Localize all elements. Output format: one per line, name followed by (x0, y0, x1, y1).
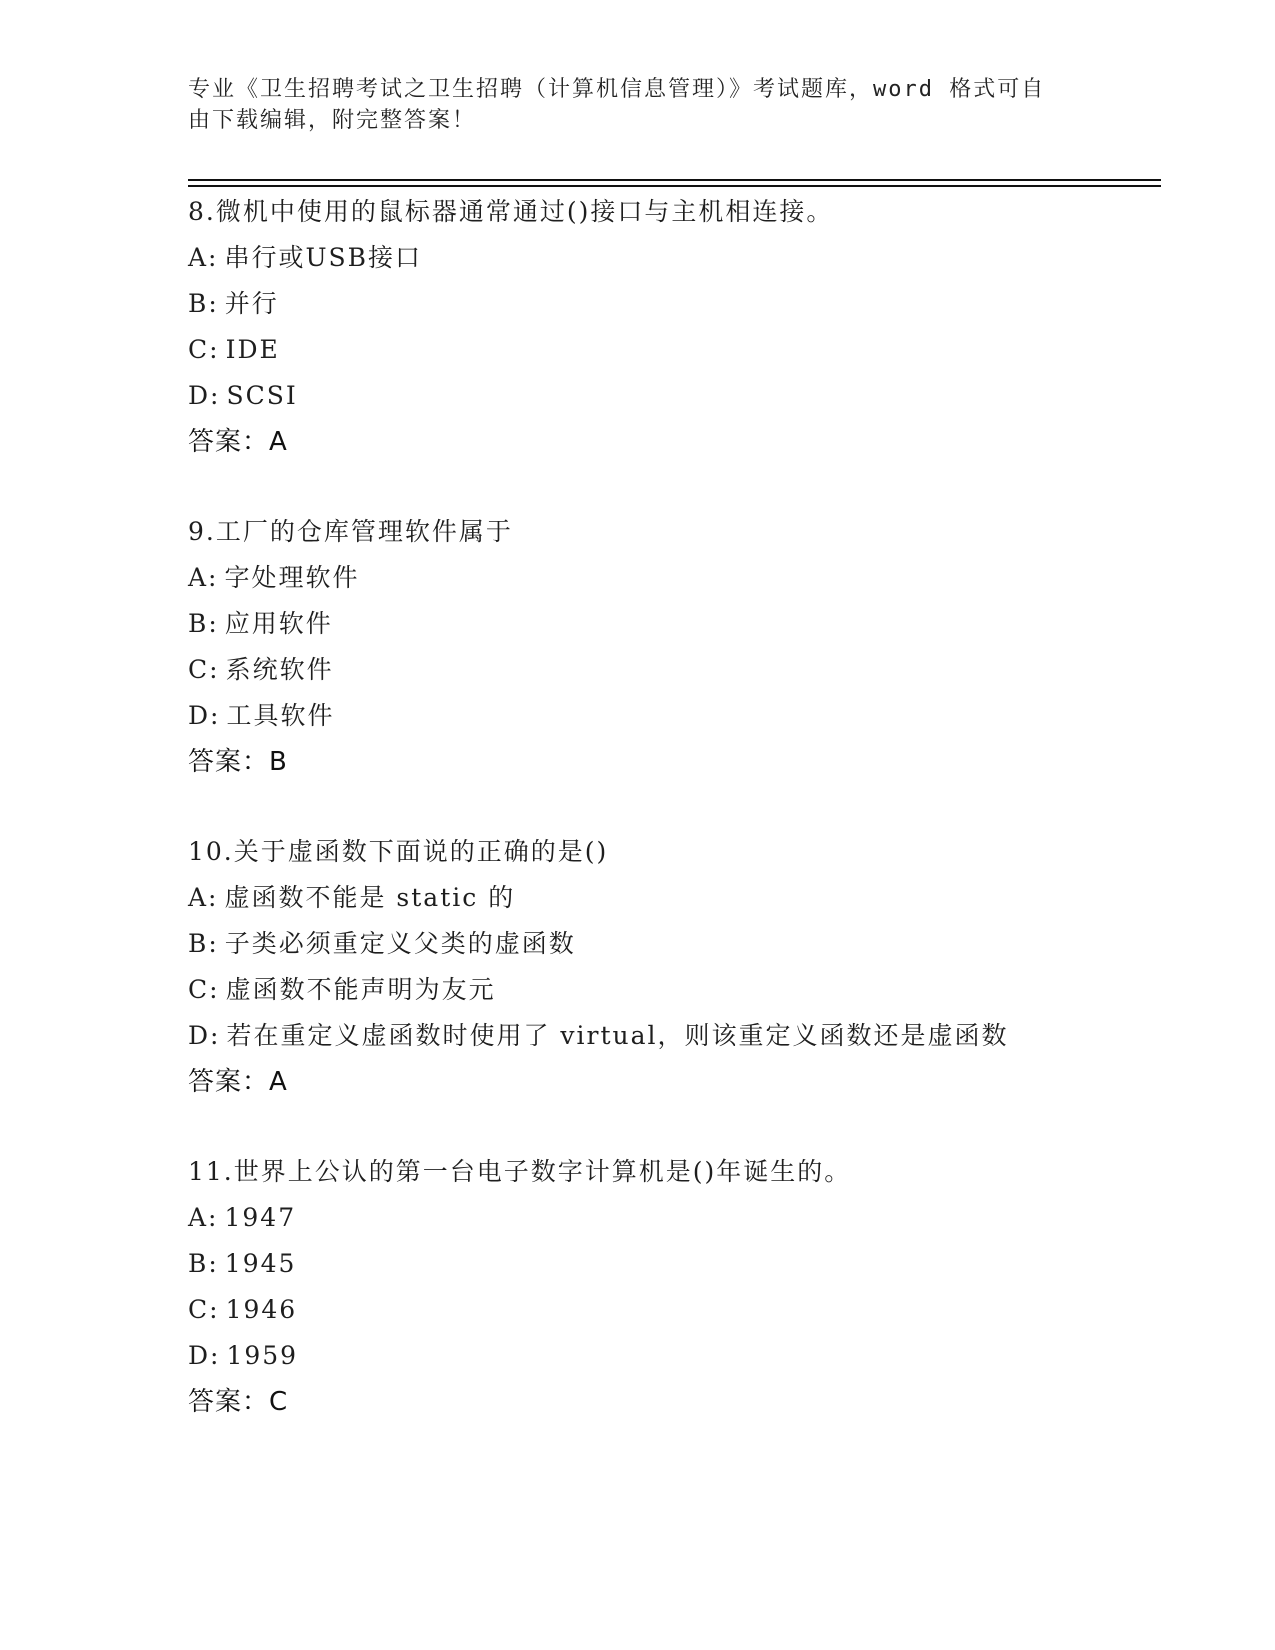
question-stem: 8.微机中使用的鼠标器通常通过()接口与主机相连接。 (188, 197, 834, 226)
option-letter: C: (188, 335, 220, 364)
option-letter: D: (188, 381, 221, 410)
question-11 (188, 1149, 1168, 1425)
option-letter: D: (188, 1021, 221, 1050)
option-text: 子类必须重定义父类的虚函数 (224, 929, 576, 958)
option-letter: B: (188, 609, 219, 638)
option-d (188, 693, 1168, 739)
question-stem: 9.工厂的仓库管理软件属于 (188, 517, 513, 546)
option-letter: C: (188, 655, 220, 684)
option-b (188, 601, 1168, 647)
answer-line: 答案：B (188, 747, 288, 777)
document-header (188, 74, 1068, 136)
answer-line: 答案：A (188, 427, 288, 457)
option-text: IDE (225, 335, 280, 364)
option-a (188, 1195, 1168, 1241)
option-text: 虚函数不能声明为友元 (225, 975, 496, 1004)
option-text: 应用软件 (224, 609, 333, 638)
header-divider-bottom (188, 185, 1161, 187)
option-letter: A: (188, 1203, 219, 1232)
question-9 (188, 509, 1168, 785)
question-stem: 11.世界上公认的第一台电子数字计算机是()年诞生的。 (188, 1157, 852, 1186)
option-c (188, 967, 1168, 1013)
option-letter: C: (188, 1295, 220, 1324)
option-letter: A: (188, 563, 219, 592)
option-a (188, 875, 1168, 921)
question-stem: 10.关于虚函数下面说的正确的是() (188, 837, 609, 866)
option-text: 1959 (226, 1341, 299, 1370)
option-text: 并行 (224, 289, 279, 318)
option-text: 串行或USB接口 (224, 243, 423, 272)
option-a (188, 235, 1168, 281)
answer-line: 答案：A (188, 1067, 288, 1097)
option-c (188, 327, 1168, 373)
option-text: 1946 (225, 1295, 298, 1324)
header-line-1: 专业《卫生招聘考试之卫生招聘（计算机信息管理）》考试题库，word 格式可自 (188, 77, 1046, 102)
option-c (188, 647, 1168, 693)
option-text: 虚函数不能是 static 的 (224, 883, 516, 912)
option-letter: A: (188, 883, 219, 912)
option-text: SCSI (226, 381, 298, 410)
option-d (188, 373, 1168, 419)
option-letter: B: (188, 289, 219, 318)
option-text: 1947 (224, 1203, 297, 1232)
header-line-2: 由下载编辑，附完整答案！ (188, 108, 477, 133)
option-c (188, 1287, 1168, 1333)
option-text: 1945 (224, 1249, 297, 1278)
option-letter: A: (188, 243, 219, 272)
option-letter: C: (188, 975, 220, 1004)
option-d (188, 1333, 1168, 1379)
answer-line: 答案：C (188, 1387, 289, 1417)
header-divider-top (188, 179, 1161, 181)
question-10 (188, 829, 1168, 1105)
option-b (188, 281, 1168, 327)
option-text: 字处理软件 (224, 563, 360, 592)
option-d (188, 1013, 1168, 1059)
option-letter: D: (188, 701, 221, 730)
option-b (188, 921, 1168, 967)
option-letter: B: (188, 1249, 219, 1278)
option-text: 若在重定义虚函数时使用了 virtual，则该重定义函数还是虚函数 (226, 1021, 1009, 1050)
option-text: 系统软件 (225, 655, 334, 684)
option-a (188, 555, 1168, 601)
question-8 (188, 189, 1168, 465)
option-text: 工具软件 (226, 701, 335, 730)
option-letter: D: (188, 1341, 221, 1370)
option-letter: B: (188, 929, 219, 958)
option-b (188, 1241, 1168, 1287)
